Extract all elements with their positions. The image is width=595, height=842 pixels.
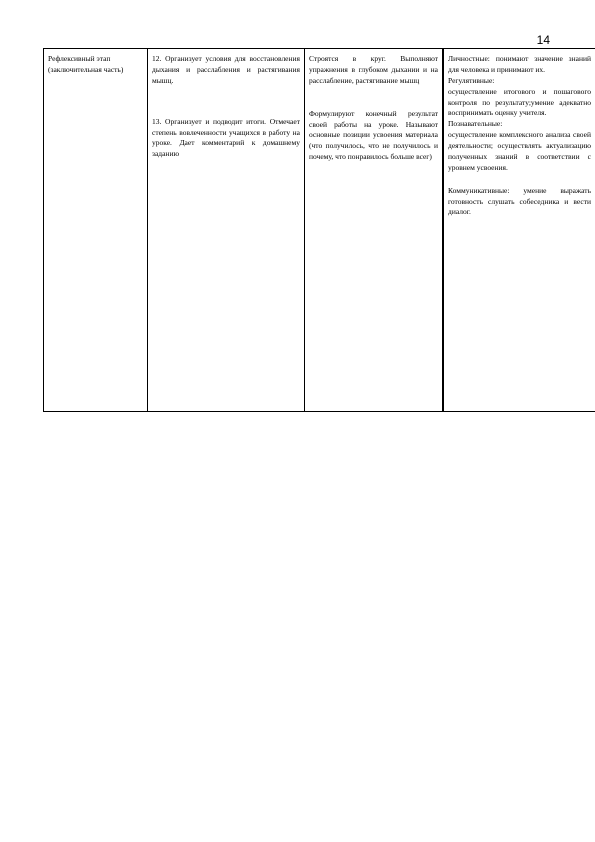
communicative-label: Коммуникативные:	[448, 185, 510, 195]
student-activity-2: Формулируют конечный результат своей работы на уроке. Называют основные позиции усвоения материала (что получилось, что не получилось и почему, что понравилось больше всег)	[309, 108, 438, 162]
regulative-label: Регулятивные:	[448, 75, 495, 85]
stage-name: Рефлексивный этап (заключительная часть)	[48, 54, 124, 74]
personal-label: Личностные:	[448, 54, 490, 63]
page-number: 14	[536, 33, 550, 47]
teacher-activity-cell	[148, 49, 305, 412]
teacher-activity-13: 13. Организует и подводит итоги. Отмечает степень вовлеченности учащихся в работу на уроке. Дает комментарий к домашнему заданию	[152, 116, 300, 159]
cognitive-text: осуществление комплексного анализа своей деятельности; осуществлять актуализацию полученных знаний в соответствии с уровнем усвоения.	[448, 130, 591, 172]
regulative-text: осуществление итогового и пошагового контроля по результату;умение адекватно воспринимать оценку учителя.	[448, 86, 591, 118]
teacher-activity-12: 12. Организует условия для восстановления дыхания и расслабления и растягивания мышц.	[152, 54, 300, 85]
personal-results	[448, 54, 591, 76]
learning-results-cell	[443, 49, 595, 412]
lesson-plan-table	[43, 48, 595, 412]
stage-cell	[44, 49, 148, 412]
cognitive-label: Познавательные:	[448, 119, 503, 129]
communicative-results	[448, 186, 591, 219]
student-activity-1: Строятся в круг. Выполняют упражнения в глубоком дыхании и на расслабление, растягивание мышц	[309, 54, 438, 85]
student-activity-cell	[305, 49, 444, 412]
table-row	[44, 49, 595, 412]
communicative-text: умение выражать готовность слушать собеседника и вести диалог.	[448, 185, 591, 217]
personal-text: понимают значение знаний для человека и принимают их.	[448, 54, 592, 74]
